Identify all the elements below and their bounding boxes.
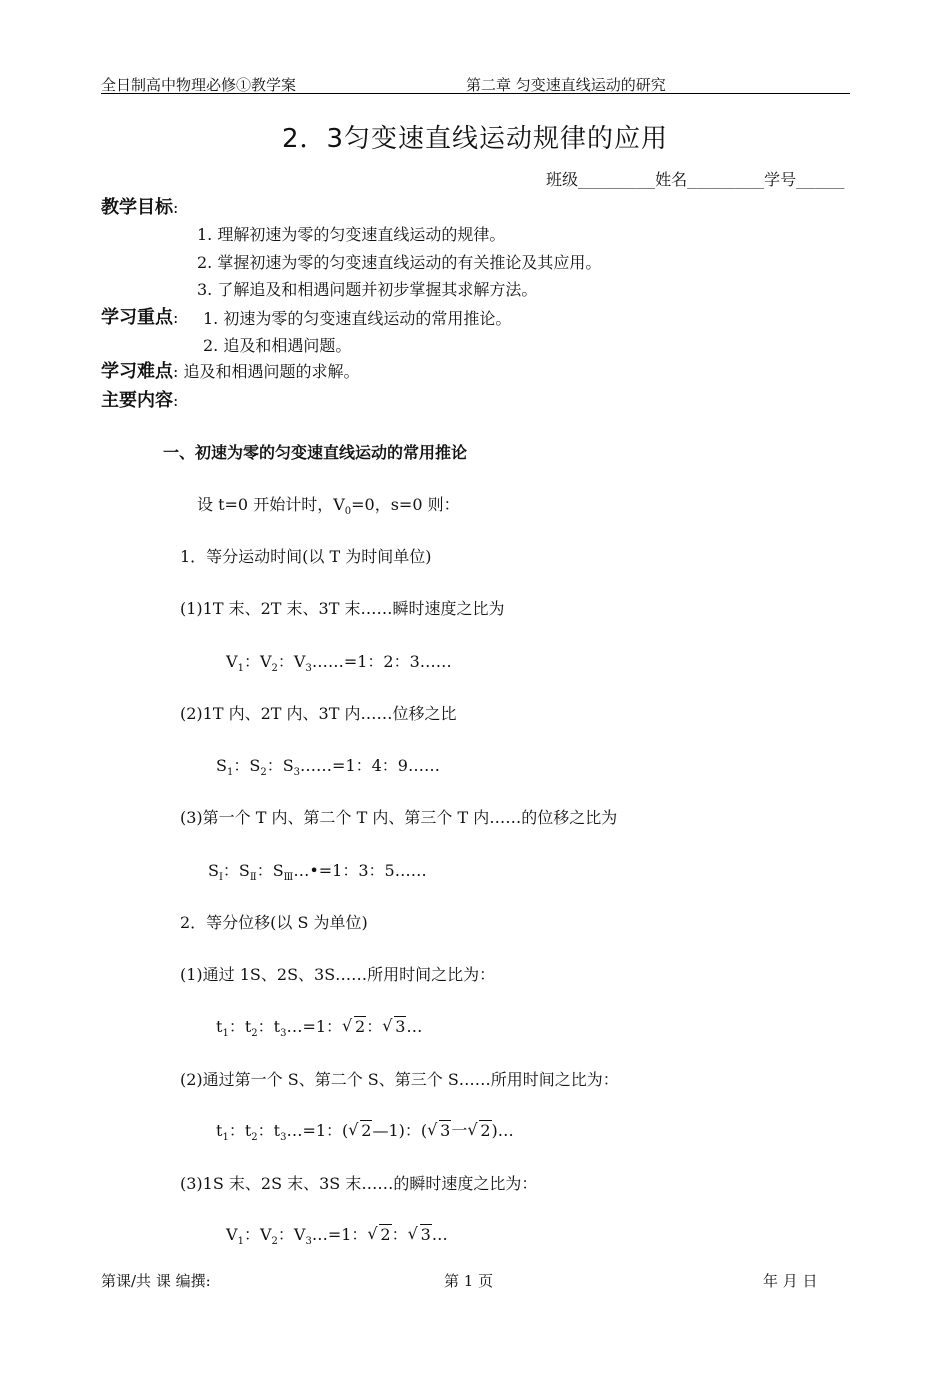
class-blank: ________ <box>578 170 656 189</box>
sqrt-2: √ 2 <box>342 1017 366 1036</box>
key-points-heading <box>101 303 178 329</box>
key-point-item-1: 1. 初速为零的匀变速直线运动的常用推论。 <box>203 309 512 328</box>
sqrt-2: √ 2 <box>367 1225 391 1244</box>
id-label: 学号 <box>764 170 797 189</box>
header-left: 全日制高中物理必修①教学案 <box>101 76 297 94</box>
p2-3-text: (3)1S 末、2S 末、3S 末……的瞬时速度之比为： <box>180 1174 538 1193</box>
section1-setup <box>197 492 460 517</box>
p1-2-formula: $S_1$：$S_2$：$S_3\dots\dots=1$：4：9…… <box>216 756 440 779</box>
setup-subscript: 0 <box>344 506 352 518</box>
student-info <box>546 167 844 190</box>
p1-3-formula: $S_Ⅰ$：$S_Ⅱ$：$S_Ⅲ\dots•=1$：3：5…… <box>208 861 427 884</box>
sqrt-3: √ 3 <box>382 1017 406 1036</box>
sqrt-3: √ 3 <box>408 1225 432 1244</box>
class-label: 班级 <box>546 170 579 189</box>
p2-1-formula: $t_1$：$t_2$：$t_3\dots=1$：√ 2：√ 3… <box>216 1014 422 1039</box>
key-points-colon: : <box>173 308 179 327</box>
page-title: 2．3匀变速直线运动规律的应用 <box>281 124 669 154</box>
header-center: 第二章 匀变速直线运动的研究 <box>466 76 666 94</box>
setup-text-a: 设 t=0 开始计时，V <box>197 495 345 514</box>
p2-3-formula: $V_1$：$V_2$：$V_3\dots=1$：√ 2：√ 3… <box>226 1222 448 1247</box>
section1-heading: 一、初速为零的匀变速直线运动的常用推论 <box>163 443 468 462</box>
sqrt-2: √ 2 <box>348 1121 372 1140</box>
objectives-heading <box>101 193 178 219</box>
footer-page-number: 第 1 页 <box>444 1272 494 1290</box>
main-label: 主要内容 <box>101 390 173 411</box>
objective-item-1: 1. 理解初速为零的匀变速直线运动的规律。 <box>197 225 506 244</box>
footer-left: 第课/共 课 编撰: <box>101 1272 211 1290</box>
objectives-colon: : <box>173 198 179 217</box>
objective-item-2: 2. 掌握初速为零的匀变速直线运动的有关推论及其应用。 <box>197 253 602 272</box>
p2-1-text: (1)通过 1S、2S、3S……所用时间之比为： <box>180 965 496 984</box>
key-points-label: 学习重点 <box>101 307 173 328</box>
id-blank: _____ <box>796 170 845 189</box>
main-heading <box>101 386 178 412</box>
p1-3-text: (3)第一个 T 内、第二个 T 内、第三个 T 内……的位移之比为 <box>180 808 618 827</box>
footer-date: 年 月 日 <box>763 1272 818 1290</box>
p2-2-text: (2)通过第一个 S、第二个 S、第三个 S……所用时间之比为： <box>180 1070 619 1089</box>
header-rule <box>101 93 850 94</box>
main-colon: : <box>173 391 179 410</box>
setup-text-b: =0，s=0 则： <box>351 495 460 514</box>
part2-heading: 2．等分位移(以 S 为单位) <box>180 913 368 932</box>
sqrt-2: √ 2 <box>467 1121 491 1140</box>
objective-item-3: 3. 了解追及和相遇问题并初步掌握其求解方法。 <box>197 280 538 299</box>
p1-1-formula: $V_1$：$V_2$：$V_3\dots\dots=1$：2：3…… <box>226 652 452 675</box>
p1-1-text: (1)1T 末、2T 末、3T 末……瞬时速度之比为 <box>180 599 505 618</box>
objectives-label: 教学目标 <box>101 197 173 218</box>
difficulties-line <box>101 357 359 383</box>
difficulties-label: 学习难点 <box>101 361 173 382</box>
part1-heading: 1．等分运动时间(以 T 为时间单位) <box>180 547 432 566</box>
key-point-item-2: 2. 追及和相遇问题。 <box>203 336 352 355</box>
p2-2-formula: $t_1$：$t_2$：$t_3\dots=1$：(√ 2—1)：(√ 3一√ 2)… <box>216 1118 514 1143</box>
p1-2-text: (2)1T 内、2T 内、3T 内……位移之比 <box>180 704 457 723</box>
sqrt-3: √ 3 <box>427 1121 451 1140</box>
name-blank: ________ <box>687 170 765 189</box>
difficulties-text: : 追及和相遇问题的求解。 <box>173 362 360 381</box>
name-label: 姓名 <box>655 170 688 189</box>
